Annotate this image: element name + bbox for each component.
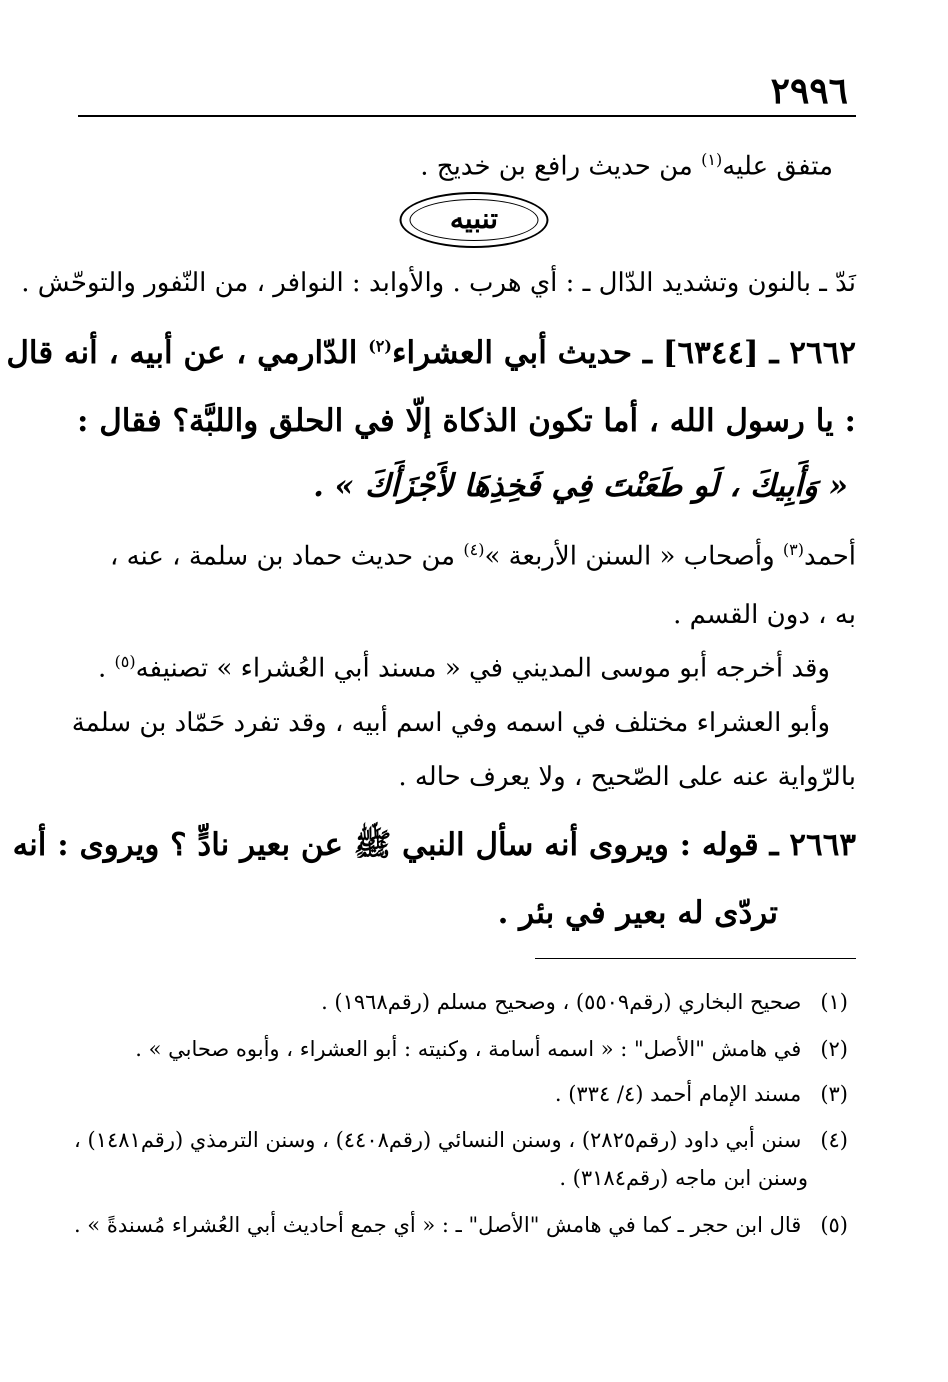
p1-text-c: من حديث حماد بن سلمة ، عنه ، [109,541,464,572]
header-rule [78,115,856,117]
hadith-2663-line-1: ٢٦٦٣ ـ قوله : ويروى أنه سأل النبي ﷺ عن بعير نادٍّ ؟ ويروى : أنه [12,827,856,863]
footnote-5 [73,1213,848,1237]
footnote-number: (٣) [820,1082,848,1106]
footnote-ref-2[interactable]: (٢) [368,336,392,356]
footnote-4-continued: وسنن ابن ماجه (رقم٣١٨٤) . [559,1166,808,1190]
footnote-number: (٢) [820,1037,848,1061]
paragraph-3-line-2: بالرّواية عنه على الصّحيح ، ولا يعرف حاله . [398,762,856,792]
intro-text: متفق عليه [722,151,833,182]
page-number: ٢٩٩٦ [770,70,848,112]
hadith-2662-line-1a: ٢٦٦٢ ـ [٦٣٤٤] ـ حديث أبي العشراء [391,335,856,371]
paragraph-2 [78,652,830,684]
footnote-number: (٥) [820,1213,848,1237]
paragraph-1-line-1 [78,540,856,572]
hadith-2662-line-1 [6,335,856,371]
footnote-3 [78,1082,848,1106]
heading-label: تنبيه [449,202,499,235]
heading-ornament [400,192,549,248]
hadith-2662-quote: « وَأَبِيكَ ، لَو طَعَنْتَ فِي فَخِذِهَا لأَجْزَأَكَ » . [313,468,848,504]
p1-text-a: أحمد [804,541,856,572]
hadith-2663-line-2: تردّى له بعير في بئر . [497,895,778,931]
footnote-text: صحيح البخاري (رقم٥٥٠٩) ، وصحيح مسلم (رقم١٩٦٨) . [321,990,802,1014]
footnote-text: في هامش "الأصل" : « اسمه أسامة ، وكنيته : أبو العشراء ، وأبوه صحابي » . [135,1037,802,1061]
intro-line [78,150,833,182]
note-line: نَدّ ـ بالنون وتشديد الدّال ـ : أي هرب . والأوابد : النوافر ، من النّفور والتوحّش . [21,268,856,298]
p2-text: وقد أخرجه أبو موسى المديني في « مسند أبي العُشراء » تصنيفه [135,653,830,684]
p1-text-b: وأصحاب « السنن الأربعة » [484,541,783,572]
footnote-number: (٤) [820,1128,848,1152]
paragraph-1-line-2: به ، دون القسم . [673,600,856,630]
footnote-number: (١) [820,990,848,1014]
paragraph-3-line-1: وأبو العشراء مختلف في اسمه وفي اسم أبيه ، وقد تفرد حَمّاد بن سلمة [71,708,830,738]
footnote-ref-1[interactable]: (١) [701,150,723,169]
footnote-ref-5[interactable]: (٥) [114,652,136,671]
footnote-4 [74,1128,848,1152]
footnote-2 [78,1037,848,1061]
hadith-2662-line-1b: الدّارمي ، عن أبيه ، أنه قال [6,335,369,371]
footnote-rule [535,958,856,959]
intro-rest: من حديث رافع بن خديج . [420,151,702,182]
footnote-text: سنن أبي داود (رقم٢٨٢٥) ، وسنن النسائي (رقم٤٤٠٨) ، وسنن الترمذي (رقم١٤٨١) ، [74,1128,802,1152]
p2-end: . [97,653,115,684]
footnote-text: مسند الإمام أحمد (٤/ ٣٣٤) . [554,1082,802,1106]
section-heading [0,192,948,250]
hadith-2662-line-2: : يا رسول الله ، أما تكون الذكاة إلّا في الحلق واللبَّة؟ فقال : [77,403,856,439]
footnote-1 [78,990,848,1014]
footnote-ref-4[interactable]: (٤) [463,540,485,559]
footnote-text: قال ابن حجر ـ كما في هامش "الأصل" ـ : « أي جمع أحاديث أبي العُشراء مُسندةً » . [73,1213,802,1237]
footnote-ref-3[interactable]: (٣) [782,540,805,559]
